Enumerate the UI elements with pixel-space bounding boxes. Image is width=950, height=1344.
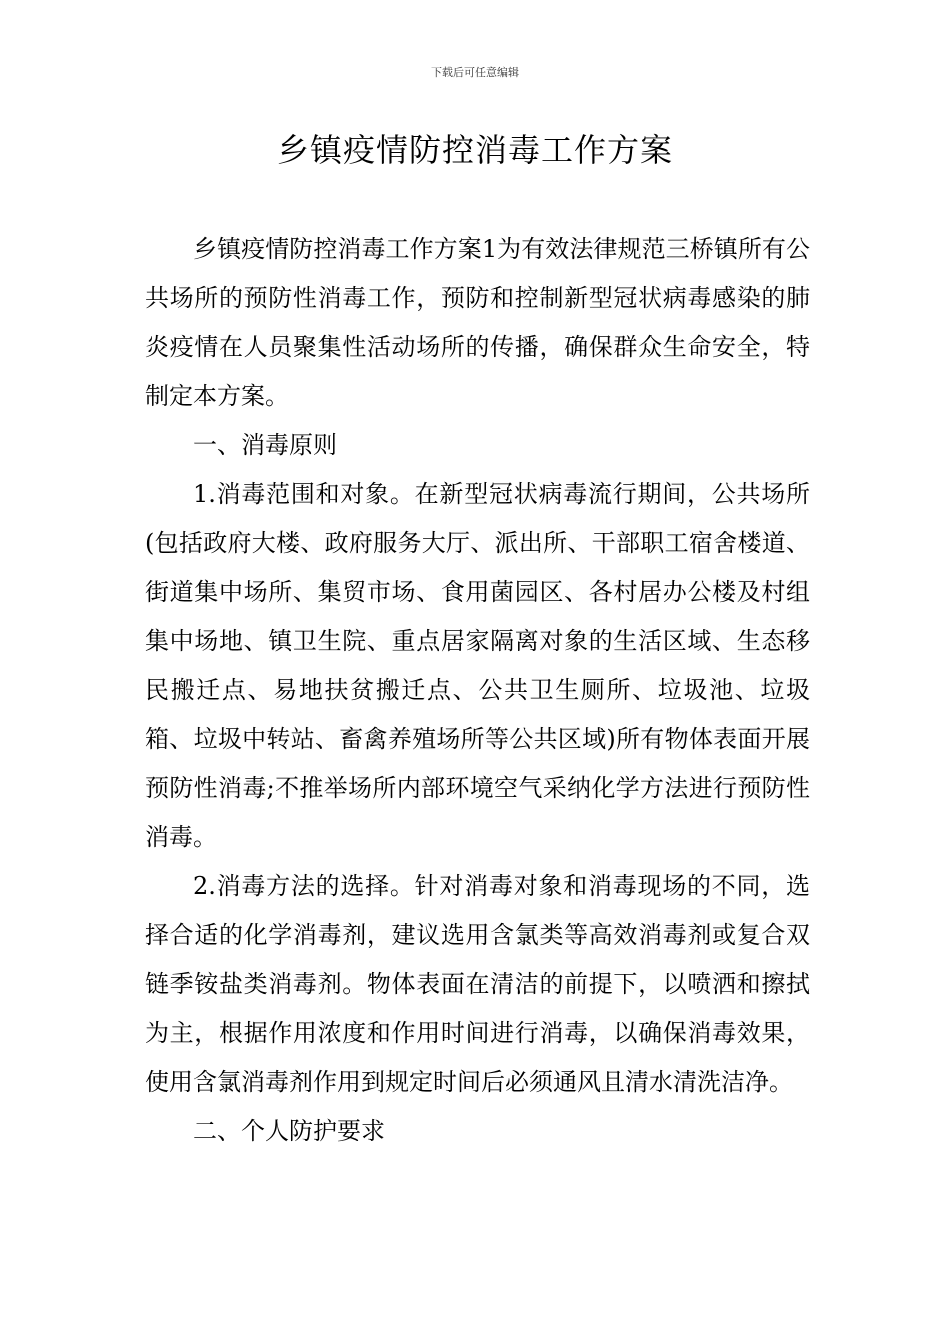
- paragraph-scope-and-objects: 1.消毒范围和对象。在新型冠状病毒流行期间，公共场所(包括政府大楼、政府服务大厅、派出所、干部职工宿舍楼道、街道集中场所、集贸市场、食用菌园区、各村居办公楼及村组集中场地、镇卫生院、重点居家隔离对象的生活区域、生态移民搬迁点、易地扶贫搬迁点、公共卫生厕所、垃圾池、垃圾箱、垃圾中转站、畜禽养殖场所等公共区域)所有物体表面开展预防性消毒;不推举场所内部环境空气采纳化学方法进行预防性消毒。: [145, 480, 810, 851]
- document-title: 乡镇疫情防控消毒工作方案: [276, 131, 673, 169]
- paragraph-intro: 乡镇疫情防控消毒工作方案1为有效法律规范三桥镇所有公共场所的预防性消毒工作，预防和控制新型冠状病毒感染的肺炎疫情在人员聚集性活动场所的传播，确保群众生命安全，特制定本方案。: [145, 235, 810, 410]
- header-note: 下载后可任意编辑: [431, 66, 519, 79]
- paragraph-method-selection: 2.消毒方法的选择。针对消毒对象和消毒现场的不同，选择合适的化学消毒剂，建议选用含氯类等高效消毒剂或复合双链季铵盐类消毒剂。物体表面在清洁的前提下，以喷洒和擦拭为主，根据作用浓度和作用时间进行消毒，以确保消毒效果，使用含氯消毒剂作用到规定时间后必须通风且清水清洗洁净。: [145, 872, 810, 1096]
- section-heading-disinfection-principles: 一、消毒原则: [193, 431, 337, 459]
- document-body: [145, 225, 810, 1156]
- section-heading-personal-protection: 二、个人防护要求: [193, 1117, 385, 1145]
